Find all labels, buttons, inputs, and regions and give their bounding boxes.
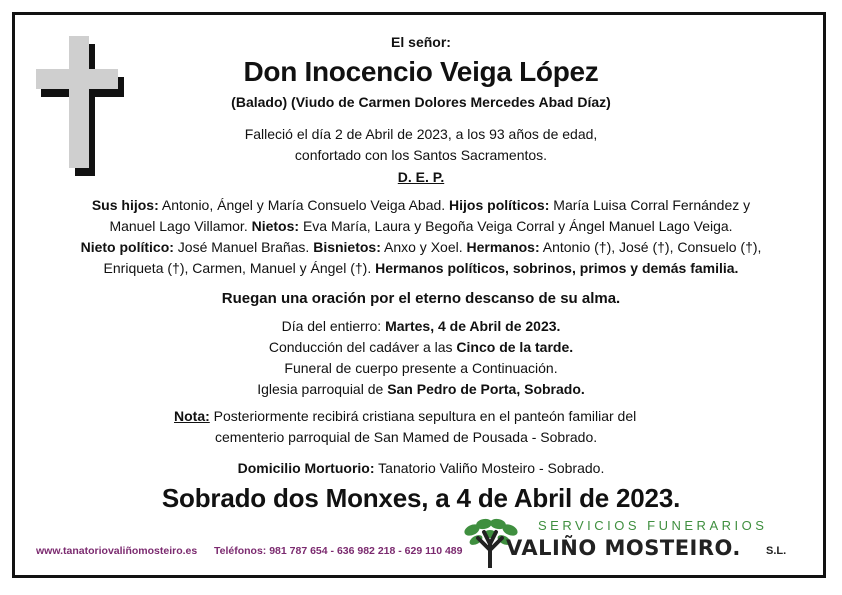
bisnietos-names: Anxo y Xoel. — [380, 239, 467, 255]
death-line-2: confortado con los Santos Sacramentos. — [294, 147, 548, 163]
conduct-line — [20, 337, 822, 358]
family-line-4 — [20, 258, 822, 279]
funeral-line: Funeral de cuerpo presente a Continuación. — [284, 360, 558, 376]
company-logo — [462, 518, 814, 570]
prayer-request: Ruegan una oración por el eterno descanso de su alma. — [221, 290, 621, 307]
website-link[interactable]: www.tanatoriovaliñomosteiro.es — [36, 545, 198, 557]
death-notice — [20, 124, 822, 166]
family-list — [20, 195, 822, 279]
politicos-label: Hijos políticos: — [449, 197, 550, 213]
politicos-cont: Manuel Lago Villamor. — [109, 218, 252, 234]
nota-line-1 — [174, 406, 636, 427]
dep-label: D. E. P. — [397, 169, 445, 185]
nietos-label: Nietos: — [251, 218, 300, 234]
hermanos-label: Hermanos: — [466, 239, 540, 255]
family-line-1 — [20, 195, 822, 216]
logo-suffix: S.L. — [766, 545, 787, 557]
nieto-politico-name: José Manuel Brañas. — [173, 239, 314, 255]
hermanos-names: Antonio (†), José (†), Consuelo (†), — [539, 239, 762, 255]
closing-line: Sobrado dos Monxes, a 4 de Abril de 2023. — [161, 483, 681, 513]
logo-subtitle: SERVICIOS FUNERARIOS — [538, 518, 768, 533]
nota-text-1: Posteriormente recibirá cristiana sepultura en el panteón familiar del — [209, 408, 637, 424]
phone-numbers: Teléfonos: 981 787 654 - 636 982 218 - 629 110 489 — [214, 545, 463, 557]
nota-block — [174, 406, 636, 448]
nota-text-2: cementerio parroquial de San Mamed de Pousada - Sobrado. — [215, 429, 598, 445]
funeral-details — [20, 316, 822, 400]
church-label: Iglesia parroquial de — [257, 381, 388, 397]
family-line-3 — [20, 237, 822, 258]
politicos-names: María Luisa Corral Fernández y — [549, 197, 751, 213]
family-line-2 — [20, 216, 822, 237]
deceased-alias: (Balado) (Viudo de Carmen Dolores Mercedes Abad Díaz) — [231, 94, 611, 110]
bisnietos-label: Bisnietos: — [313, 239, 381, 255]
conduct-value: Cinco de la tarde. — [456, 339, 574, 355]
church-line — [20, 379, 822, 400]
logo-name: VALIÑO MOSTEIRO. — [506, 536, 741, 560]
church-value: San Pedro de Porta, Sobrado. — [387, 381, 585, 397]
burial-value: Martes, 4 de Abril de 2023. — [385, 318, 561, 334]
rest-family: Hermanos políticos, sobrinos, primos y demás familia. — [375, 260, 739, 276]
domicilio-value: Tanatorio Valiño Mosteiro - Sobrado. — [374, 460, 605, 476]
burial-line — [20, 316, 822, 337]
conduct-label: Conducción del cadáver a las — [268, 339, 457, 355]
hijos-label: Sus hijos: — [91, 197, 159, 213]
nietos-names: Eva María, Laura y Begoña Veiga Corral y Ángel Manuel Lago Veiga. — [299, 218, 733, 234]
burial-label: Día del entierro: — [281, 318, 386, 334]
hermanos-cont: Enriqueta (†), Carmen, Manuel y Ángel (†). — [103, 260, 376, 276]
deceased-name: Don Inocencio Veiga López — [243, 56, 599, 87]
hijos-names: Antonio, Ángel y María Consuelo Veiga Abad. — [158, 197, 450, 213]
heading: El señor: — [391, 34, 451, 50]
death-line-1: Falleció el día 2 de Abril de 2023, a los 93 años de edad, — [244, 126, 598, 142]
nota-label: Nota: — [174, 408, 210, 424]
nieto-politico-label: Nieto político: — [80, 239, 174, 255]
domicilio-label: Domicilio Mortuorio: — [237, 460, 375, 476]
domicilio-line — [20, 460, 822, 476]
